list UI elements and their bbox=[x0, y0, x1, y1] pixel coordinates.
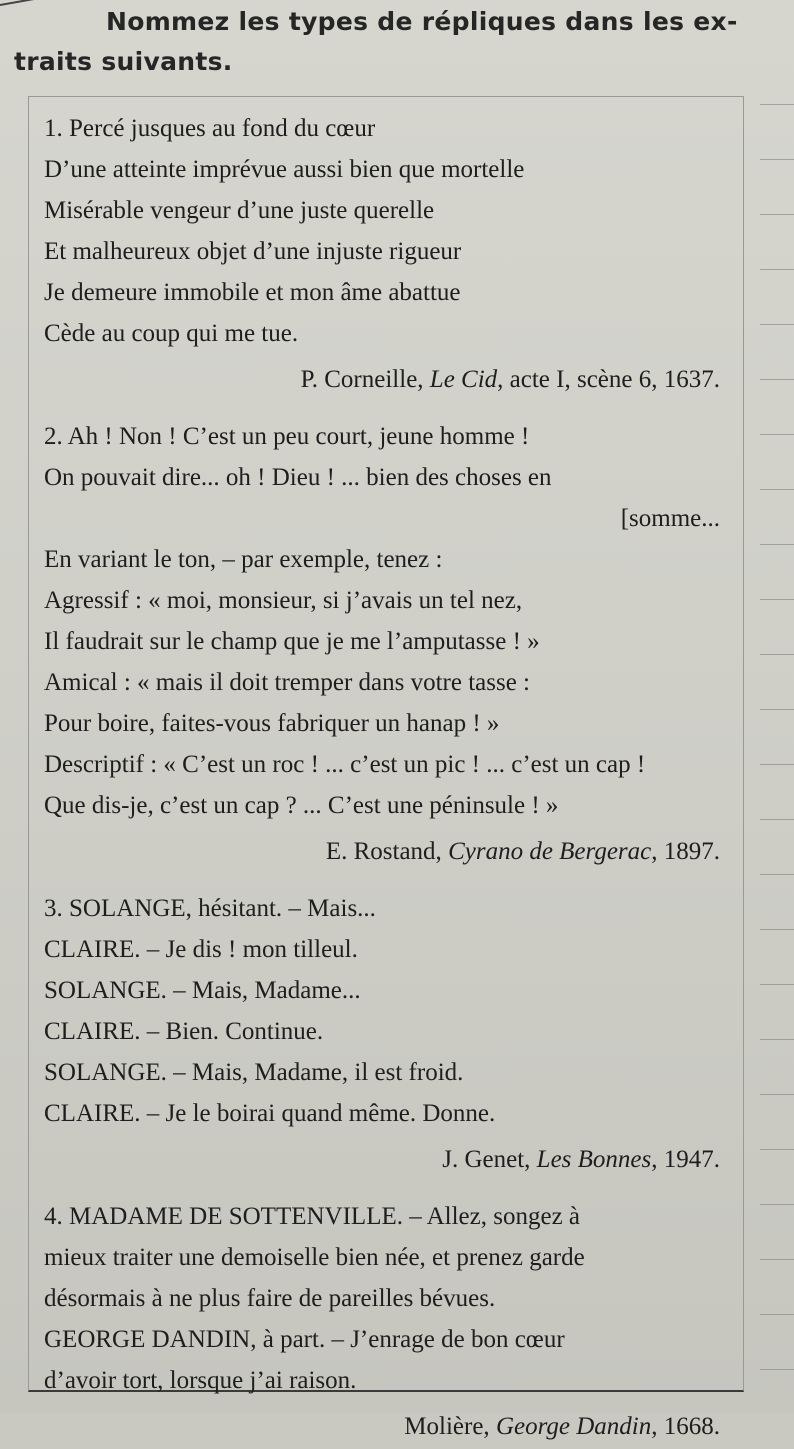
source-title: George Dandin bbox=[495, 1413, 652, 1440]
verse-line: Que dis-je, c’est un cap ? ... C’est une péninsule ! » bbox=[44, 792, 559, 819]
extract-2 bbox=[44, 416, 720, 874]
source-citation bbox=[44, 1405, 720, 1449]
extract-4 bbox=[44, 1196, 720, 1449]
source-details: , acte I, scène 6, 1637. bbox=[497, 366, 720, 393]
extract-1 bbox=[44, 108, 720, 402]
extract-3 bbox=[44, 888, 720, 1182]
verse-line: Misérable vengeur d’une juste querelle bbox=[44, 197, 435, 224]
source-details: , 1947. bbox=[651, 1146, 720, 1173]
verse-line: Pour boire, faites-vous fabriquer un hanap ! » bbox=[44, 710, 500, 737]
dialogue-line: d’avoir tort, lorsque j’ai raison. bbox=[44, 1367, 357, 1394]
source-citation bbox=[44, 830, 720, 874]
dialogue-line: SOLANGE. – Mais, Madame, il est froid. bbox=[44, 1059, 464, 1086]
verse-line: 2. Ah ! Non ! C’est un peu court, jeune homme ! bbox=[44, 423, 530, 450]
verse-line: Descriptif : « C’est un roc ! ... c’est un pic ! ... c’est un cap ! bbox=[44, 751, 646, 778]
source-author: J. Genet, bbox=[442, 1146, 537, 1173]
verse-line: Il faudrait sur le champ que je me l’amputasse ! » bbox=[44, 628, 540, 655]
verse-line: Agressif : « moi, monsieur, si j’avais un tel nez, bbox=[44, 587, 523, 614]
dialogue-line: désormais à ne plus faire de pareilles bévues. bbox=[44, 1285, 496, 1312]
instruction-line-2: traits suivants. bbox=[14, 47, 233, 76]
source-title: Le Cid bbox=[429, 366, 498, 393]
source-author: Molière, bbox=[404, 1413, 496, 1440]
verse-line: 1. Percé jusques au fond du cœur bbox=[44, 115, 376, 142]
source-details: , 1668. bbox=[651, 1413, 720, 1440]
dialogue-line: GEORGE DANDIN, à part. – J’enrage de bon cœur bbox=[44, 1326, 565, 1353]
source-title: Les Bonnes bbox=[536, 1146, 652, 1173]
notebook-lines bbox=[760, 50, 794, 1413]
verse-line: Je demeure immobile et mon âme abattue bbox=[44, 279, 461, 306]
source-details: , 1897. bbox=[651, 838, 720, 865]
dialogue-line: CLAIRE. – Je dis ! mon tilleul. bbox=[44, 936, 358, 963]
dialogue-line: 4. MADAME DE SOTTENVILLE. – Allez, songez à bbox=[44, 1203, 581, 1230]
dialogue-line: 3. SOLANGE, hésitant. – Mais... bbox=[44, 895, 376, 922]
verse-line: Cède au coup qui me tue. bbox=[44, 320, 299, 347]
dialogue-line: CLAIRE. – Bien. Continue. bbox=[44, 1018, 324, 1045]
verse-line: En variant le ton, – par exemple, tenez : bbox=[44, 546, 443, 573]
source-title: Cyrano de Bergerac bbox=[448, 838, 652, 865]
source-citation bbox=[44, 358, 720, 402]
verse-line: Et malheureux objet d’une injuste rigueur bbox=[44, 238, 462, 265]
verse-line: D’une atteinte imprévue aussi bien que mortelle bbox=[44, 156, 525, 183]
exercise-instruction bbox=[14, 2, 784, 82]
dialogue-line: CLAIRE. – Je le boirai quand même. Donne. bbox=[44, 1100, 496, 1127]
source-citation bbox=[44, 1138, 720, 1182]
source-author: P. Corneille, bbox=[300, 366, 430, 393]
verse-line: Amical : « mais il doit tremper dans votre tasse : bbox=[44, 669, 530, 696]
verse-line: On pouvait dire... oh ! Dieu ! ... bien des choses en bbox=[44, 464, 552, 491]
source-author: E. Rostand, bbox=[325, 838, 449, 865]
dialogue-line: mieux traiter une demoiselle bien née, et prenez garde bbox=[44, 1244, 585, 1271]
dialogue-line: SOLANGE. – Mais, Madame... bbox=[44, 977, 361, 1004]
instruction-line-1: Nommez les types de répliques dans les ex- bbox=[106, 7, 738, 36]
verse-line: [somme... bbox=[620, 505, 720, 532]
extracts-content bbox=[44, 108, 720, 1449]
